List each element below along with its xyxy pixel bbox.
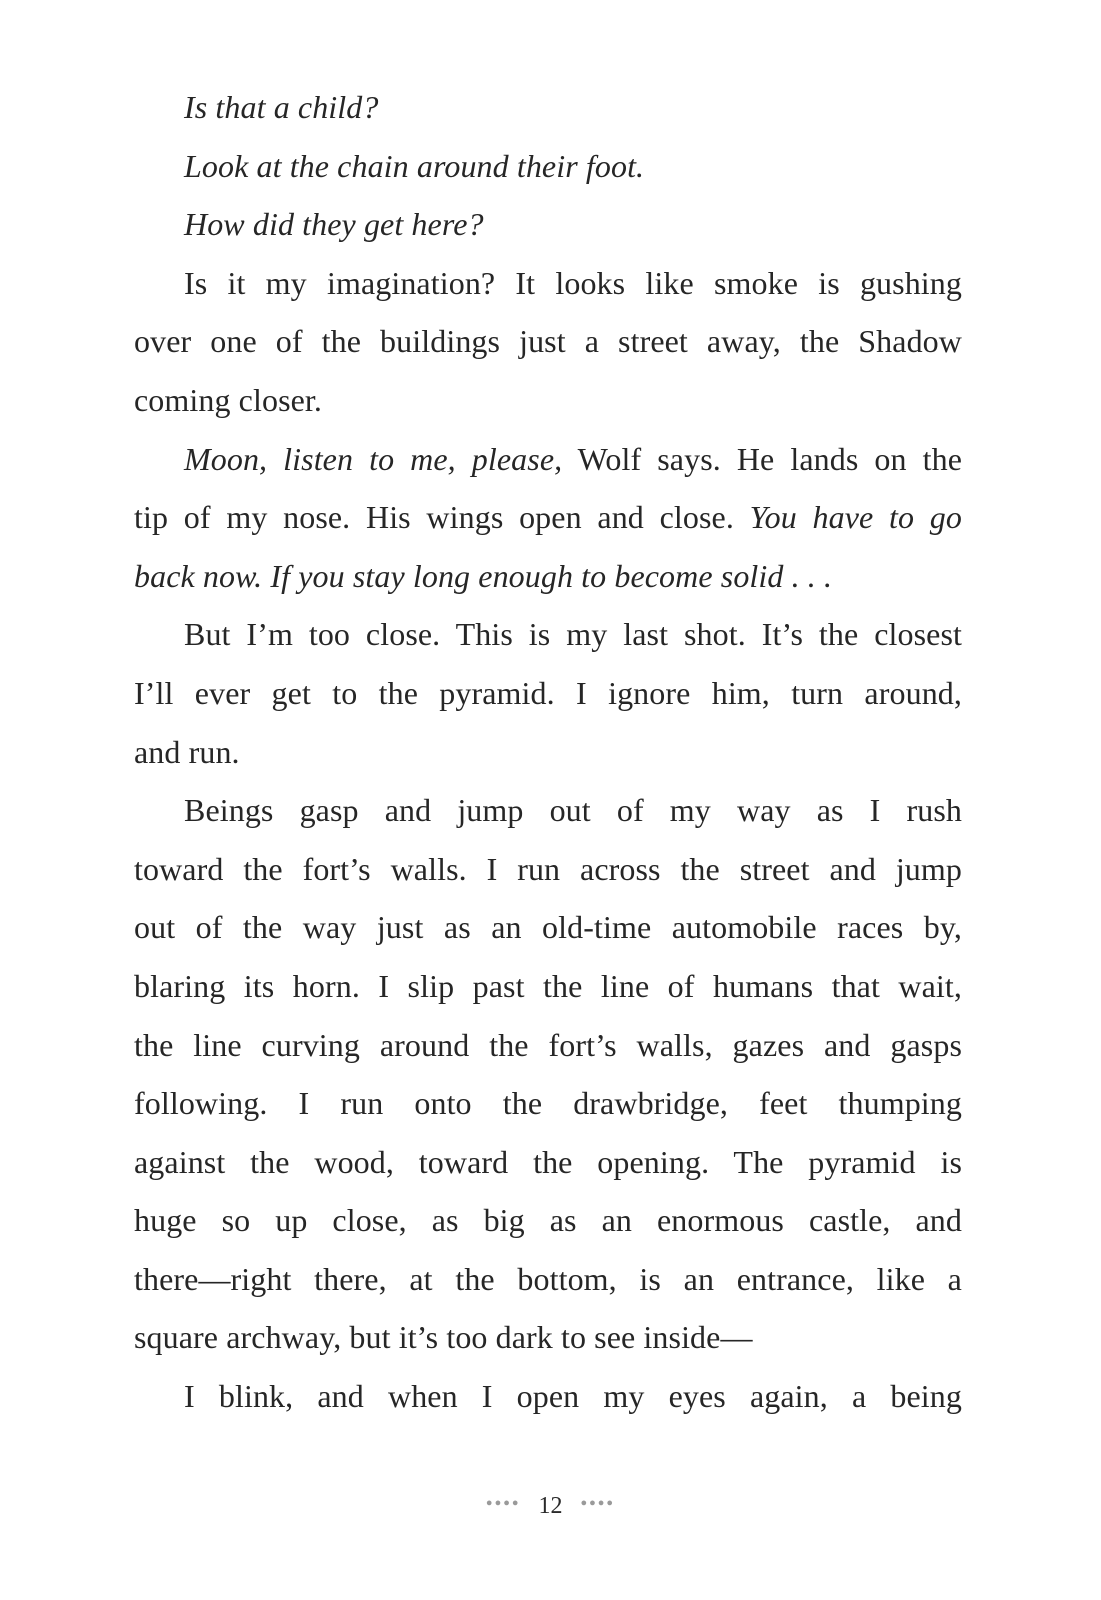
footer-dots-left: ●●●● (485, 1497, 521, 1510)
text-line (134, 430, 962, 489)
footer-dots-right: ●●●● (580, 1497, 616, 1510)
page-body (134, 78, 962, 1426)
text-line: Look at the chain around their foot. (184, 147, 645, 184)
text-line: huge so up close, as big as an enormous castle, and (134, 1202, 962, 1239)
page-footer (0, 1492, 1101, 1520)
text-line: coming closer. (134, 381, 323, 418)
text-line (134, 488, 962, 547)
text-line: back now. If you stay long enough to become solid . . . (134, 557, 833, 594)
text-line: toward the fort’s walls. I run across the street and jump (134, 850, 962, 887)
text-line: and run. (134, 733, 240, 770)
text-line: Is it my imagination? It looks like smoke is gushing (184, 264, 962, 301)
text-line: against the wood, toward the opening. The pyramid is (134, 1143, 962, 1180)
text-line: square archway, but it’s too dark to see inside— (134, 1319, 753, 1356)
text-line: I blink, and when I open my eyes again, a being (184, 1378, 962, 1415)
text-line: out of the way just as an old-time automobile races by, (134, 909, 962, 946)
italic-span: You have to go (749, 499, 962, 536)
text-line: How did they get here? (184, 206, 484, 243)
text-line: I’ll ever get to the pyramid. I ignore him, turn around, (134, 674, 962, 711)
italic-span: Moon, listen to me, please, (184, 440, 563, 477)
text-line: Is that a child? (184, 89, 379, 125)
text-line: over one of the buildings just a street away, the Shadow (134, 323, 962, 360)
text-line: Beings gasp and jump out of my way as I rush (184, 792, 962, 829)
text-span: tip of my nose. His wings open and close. (134, 499, 750, 536)
text-line: blaring its horn. I slip past the line of humans that wait, (134, 967, 962, 1004)
text-line: But I’m too close. This is my last shot. It’s the closest (184, 616, 962, 653)
page-number: 12 (538, 1492, 563, 1519)
text-line: there—right there, at the bottom, is an entrance, like a (134, 1260, 962, 1297)
text-line: the line curving around the fort’s walls, gazes and gasps (134, 1026, 962, 1063)
text-line: following. I run onto the drawbridge, feet thumping (134, 1085, 962, 1122)
text-span: Wolf says. He lands on the (562, 440, 962, 477)
